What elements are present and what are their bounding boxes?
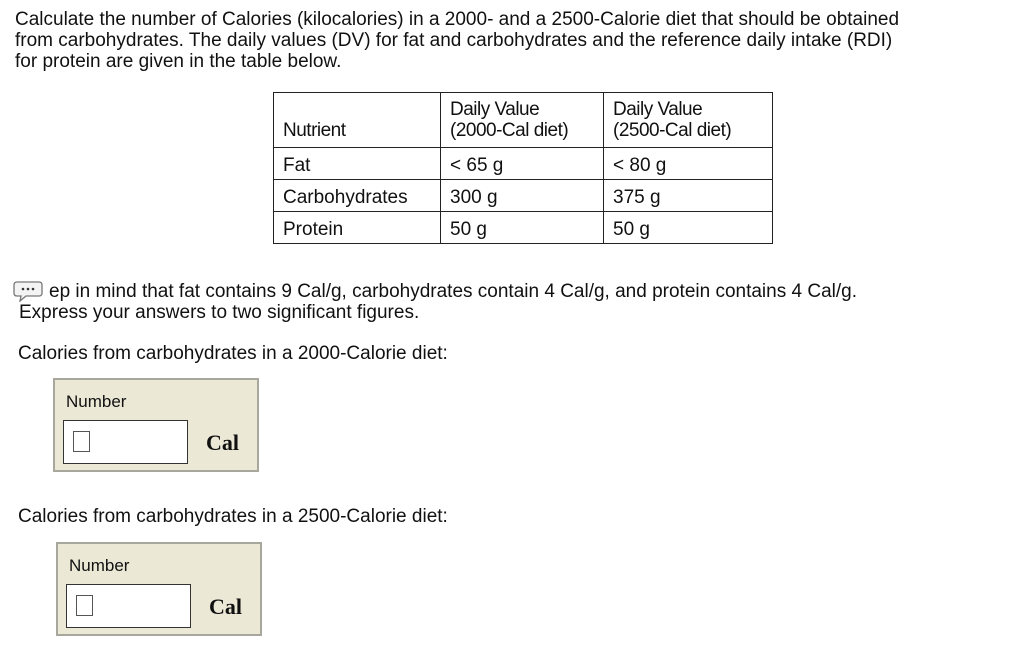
- cell-nutrient: Carbohydrates: [274, 180, 441, 212]
- hint-text: [19, 281, 857, 323]
- cell-nutrient: Protein: [274, 212, 441, 244]
- answer-1-label: Number: [66, 392, 127, 411]
- cell-dv-2000: 300 g: [441, 180, 604, 212]
- question-line-2: from carbohydrates. The daily values (DV) for fat and carbohydrates and the reference daily intake (RDI): [15, 30, 893, 51]
- header-nutrient: Nutrient: [274, 93, 441, 148]
- hint-line-2: Express your answers to two significant figures.: [19, 302, 420, 323]
- header-dv-2500-line-2: (2500-Cal diet): [613, 120, 732, 141]
- answer-1-box: [53, 378, 259, 472]
- question-line-3: for protein are given in the table below.: [15, 51, 342, 72]
- table-row: [274, 212, 773, 244]
- cell-dv-2500: < 80 g: [604, 148, 773, 180]
- question-line-1: Calculate the number of Calories (kilocalories) in a 2000- and a 2500-Calorie diet that should be obtained: [15, 9, 900, 30]
- answer-2-unit: Cal: [209, 594, 242, 619]
- answer-1-prompt: Calories from carbohydrates in a 2000-Calorie diet:: [18, 343, 448, 364]
- header-dv-2000-line-2: (2000-Cal diet): [450, 120, 569, 141]
- cell-nutrient: Fat: [274, 148, 441, 180]
- header-dv-2000: [441, 93, 604, 148]
- cell-dv-2500: 375 g: [604, 180, 773, 212]
- answer-2-label: Number: [69, 556, 130, 575]
- header-dv-2500: [604, 93, 773, 148]
- table-header-row: [274, 93, 773, 148]
- nutrient-table: [273, 92, 773, 244]
- answer-1-caret: [73, 431, 90, 452]
- header-dv-2000-line-1: Daily Value: [450, 99, 540, 120]
- question-text: [15, 9, 1015, 72]
- cell-dv-2000: < 65 g: [441, 148, 604, 180]
- answer-2-box: [56, 542, 262, 636]
- header-dv-2500-line-1: Daily Value: [613, 99, 703, 120]
- table-row: [274, 180, 773, 212]
- hint-line-1: ep in mind that fat contains 9 Cal/g, carbohydrates contain 4 Cal/g, and protein contains 4 Cal/g.: [49, 281, 857, 302]
- table-row: [274, 148, 773, 180]
- cell-dv-2000: 50 g: [441, 212, 604, 244]
- answer-1-unit: Cal: [206, 430, 239, 455]
- answer-2-prompt: Calories from carbohydrates in a 2500-Calorie diet:: [18, 506, 448, 527]
- answer-2-caret: [76, 595, 93, 616]
- chat-bubble-icon[interactable]: [13, 280, 43, 302]
- cell-dv-2500: 50 g: [604, 212, 773, 244]
